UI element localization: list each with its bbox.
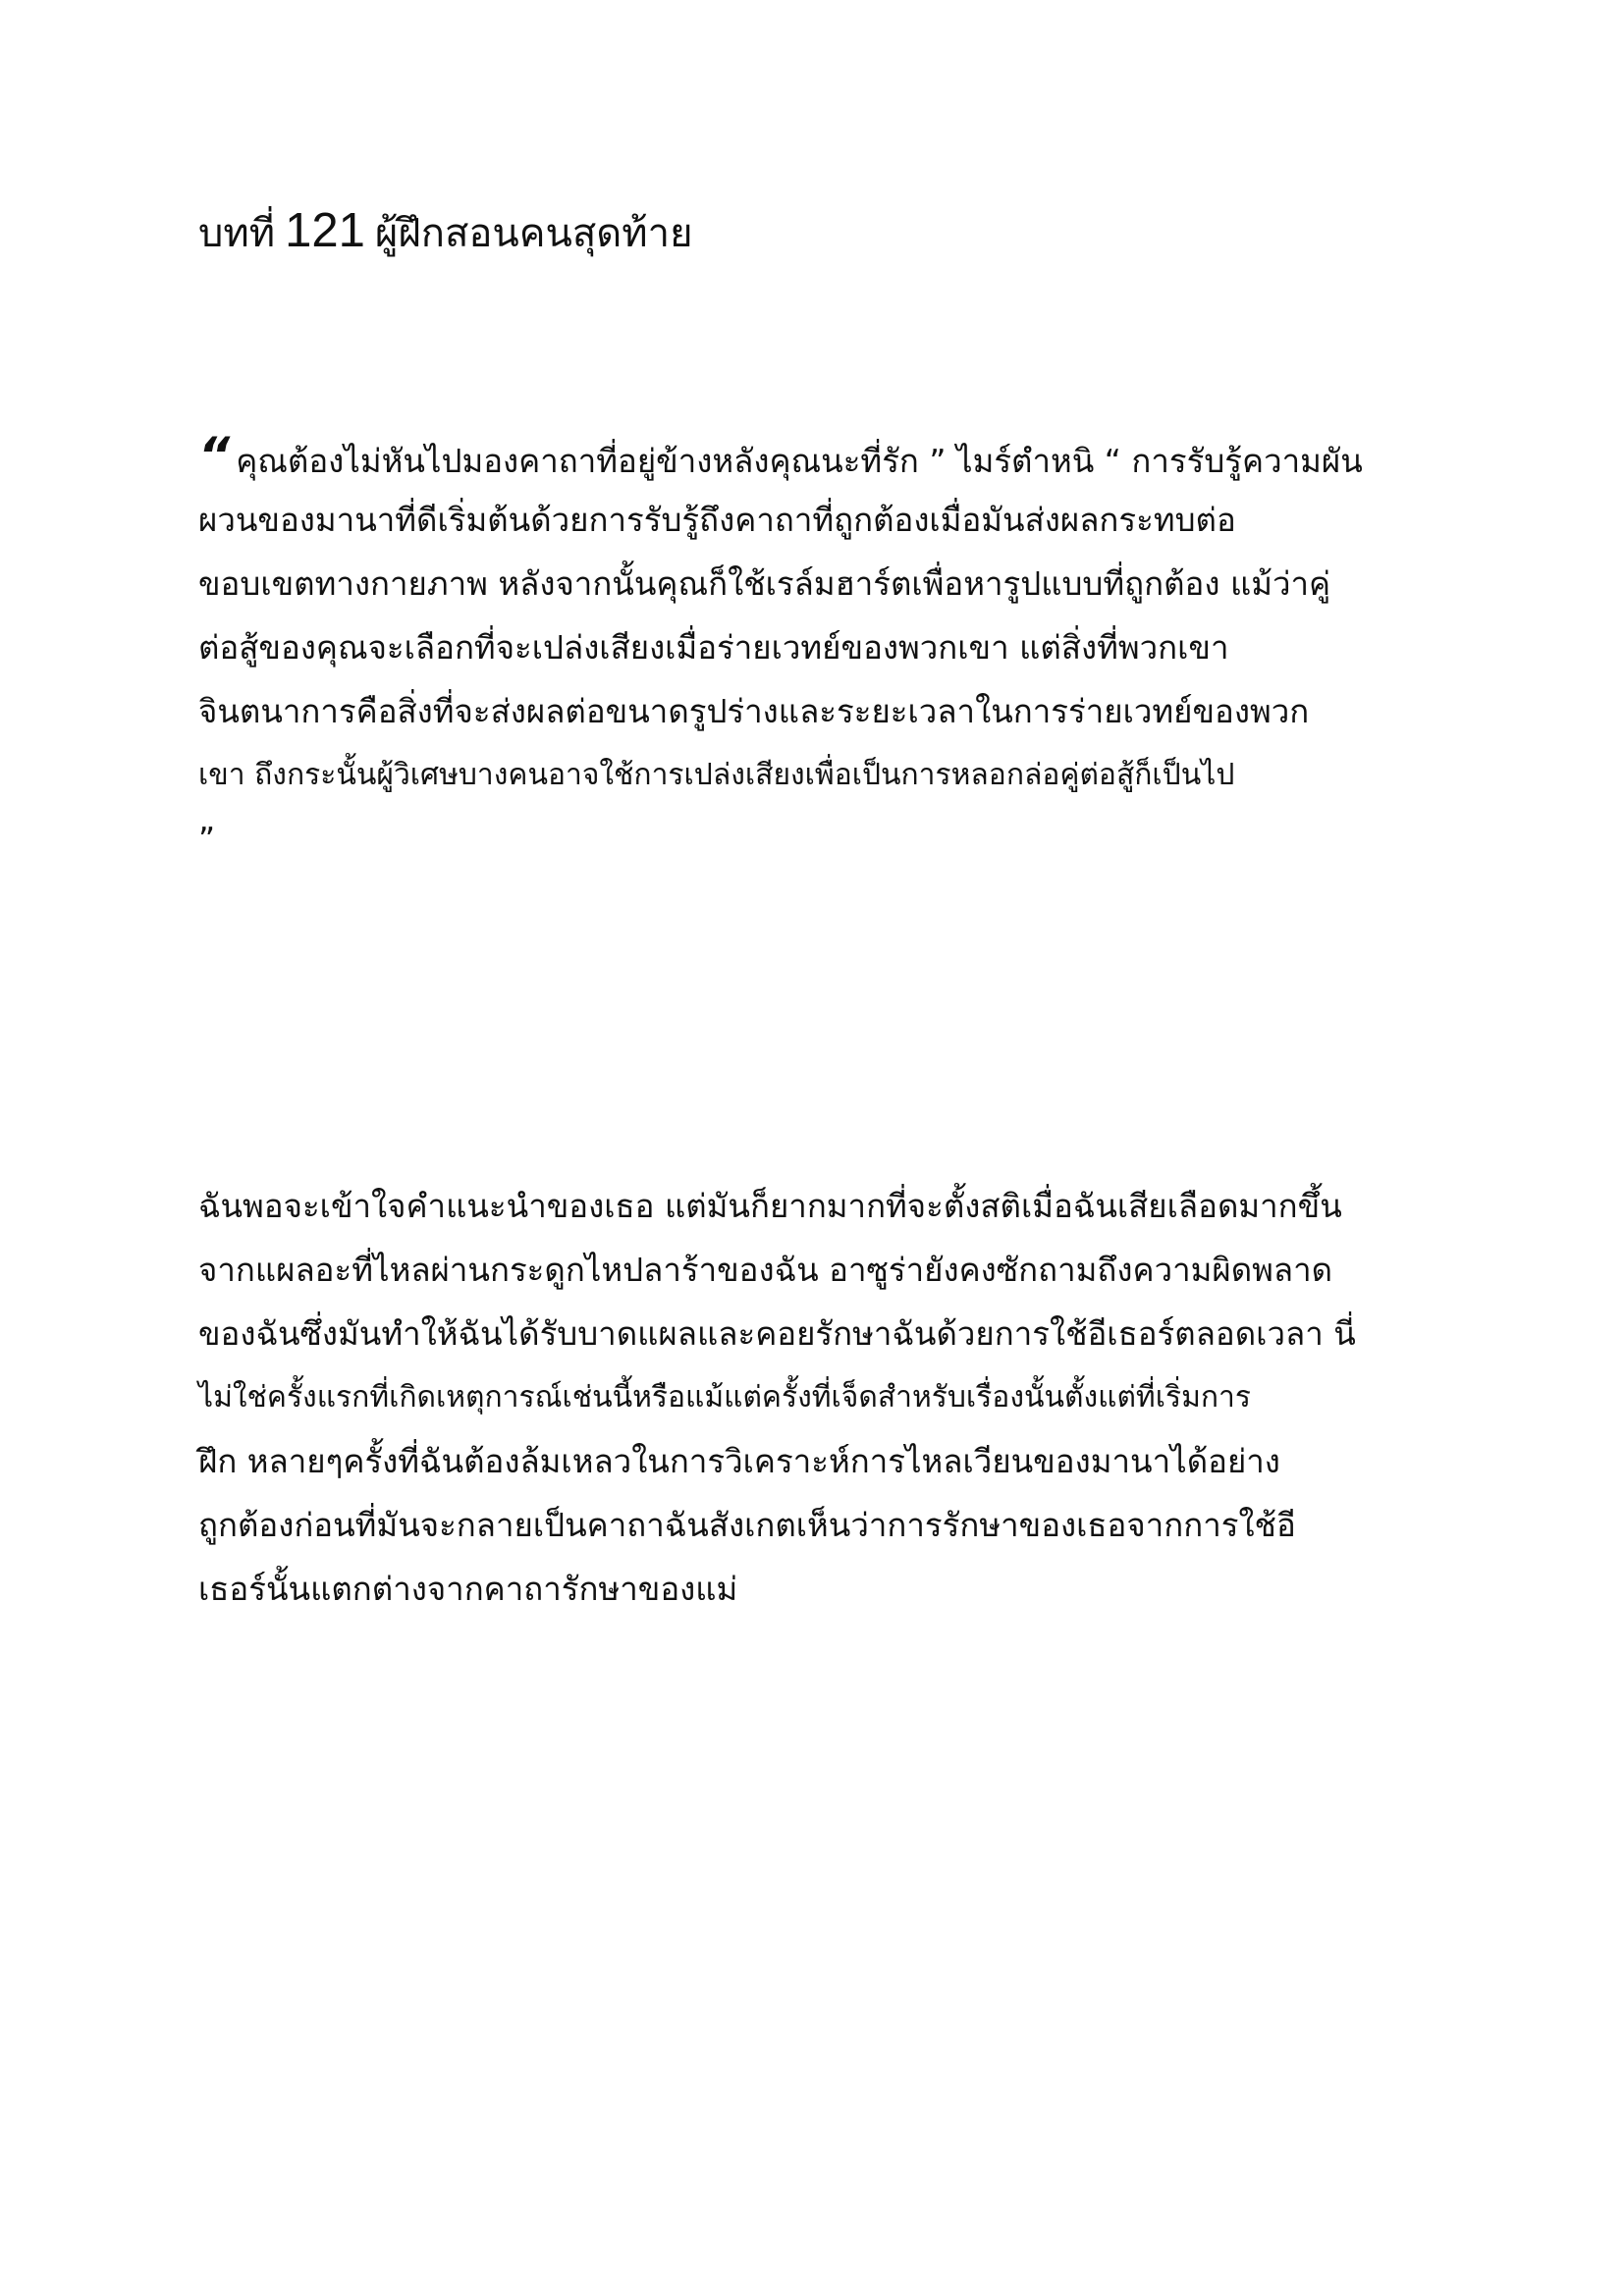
paragraph-line: จากแผลอะที่ไหลผ่านกระดูกไหปลาร้าของฉัน อาซูร่ายังคงซักถามถึงความผิดพลาด — [198, 1251, 1333, 1289]
paragraph-line: ไม่ใช่ครั้งแรกที่เกิดเหตุการณ์เช่นนี้หรือแม้แต่ครั้งที่เจ็ดสำหรับเรื่องนั้นตั้งแต่ที่เริ่มการ — [198, 1380, 1251, 1415]
closing-quote-line: ” — [198, 820, 216, 858]
paragraph-line: เขา ถึงกระนั้นผู้วิเศษบางคนอาจใช้การเปล่งเสียงเพื่อเป็นการหลอกล่อคู่ต่อสู้ก็เป็นไป — [198, 758, 1235, 792]
line-text: คุณต้องไม่หันไปมองคาถาที่อยู่ข้างหลังคุณนะที่รัก ” ไมร์ตำหนิ “ การรับรู้ความผัน — [236, 442, 1363, 480]
paragraph-line: จินตนาการคือสิ่งที่จะส่งผลต่อขนาดรูปร่างและระยะเวลาในการร่ายเวทย์ของพวก — [198, 692, 1310, 730]
opening-quote-mark: “ — [198, 427, 231, 484]
paragraph-line: ฝึก หลายๆครั้งที่ฉันต้องล้มเหลวในการวิเคราะห์การไหลเวียนของมานาได้อย่าง — [198, 1442, 1280, 1480]
paragraph-line — [198, 424, 1445, 488]
chapter-heading — [198, 201, 693, 263]
paragraph-line: ผวนของมานาที่ดีเริ่มต้นด้วยการรับรู้ถึงคาถาที่ถูกต้องเมื่อมันส่งผลกระทบต่อ — [198, 501, 1236, 539]
paragraph-line: ฉันพอจะเข้าใจคำแนะนำของเธอ แต่มันก็ยากมากที่จะตั้งสติเมื่อฉันเสียเลือดมากขึ้น — [198, 1187, 1342, 1225]
paragraph-line: ขอบเขตทางกายภาพ หลังจากนั้นคุณก็ใช้เรล์มฮาร์ตเพื่อหารูปแบบที่ถูกต้อง แม้ว่าคู่ — [198, 564, 1331, 603]
paragraph-line: ถูกต้องก่อนที่มันจะกลายเป็นคาถาฉันสังเกตเห็นว่าการรักษาของเธอจากการใช้อี — [198, 1506, 1296, 1544]
chapter-prefix: บทที่ — [198, 211, 276, 256]
chapter-number: 121 — [285, 204, 365, 257]
chapter-title: ผู้ฝึกสอนคนสุดท้าย — [374, 211, 693, 256]
paragraph-line: ของฉันซึ่งมันทำให้ฉันได้รับบาดแผลและคอยรักษาฉันด้วยการใช้อีเธอร์ตลอดเวลา นี่ — [198, 1314, 1356, 1353]
paragraph-line: ต่อสู้ของคุณจะเลือกที่จะเปล่งเสียงเมื่อร่ายเวทย์ของพวกเขา แต่สิ่งที่พวกเขา — [198, 628, 1229, 667]
paragraph-2 — [198, 1174, 1445, 1621]
paragraph-1 — [198, 424, 1445, 871]
paragraph-line: เธอร์นั้นแตกต่างจากคาถารักษาของแม่ — [198, 1570, 738, 1608]
